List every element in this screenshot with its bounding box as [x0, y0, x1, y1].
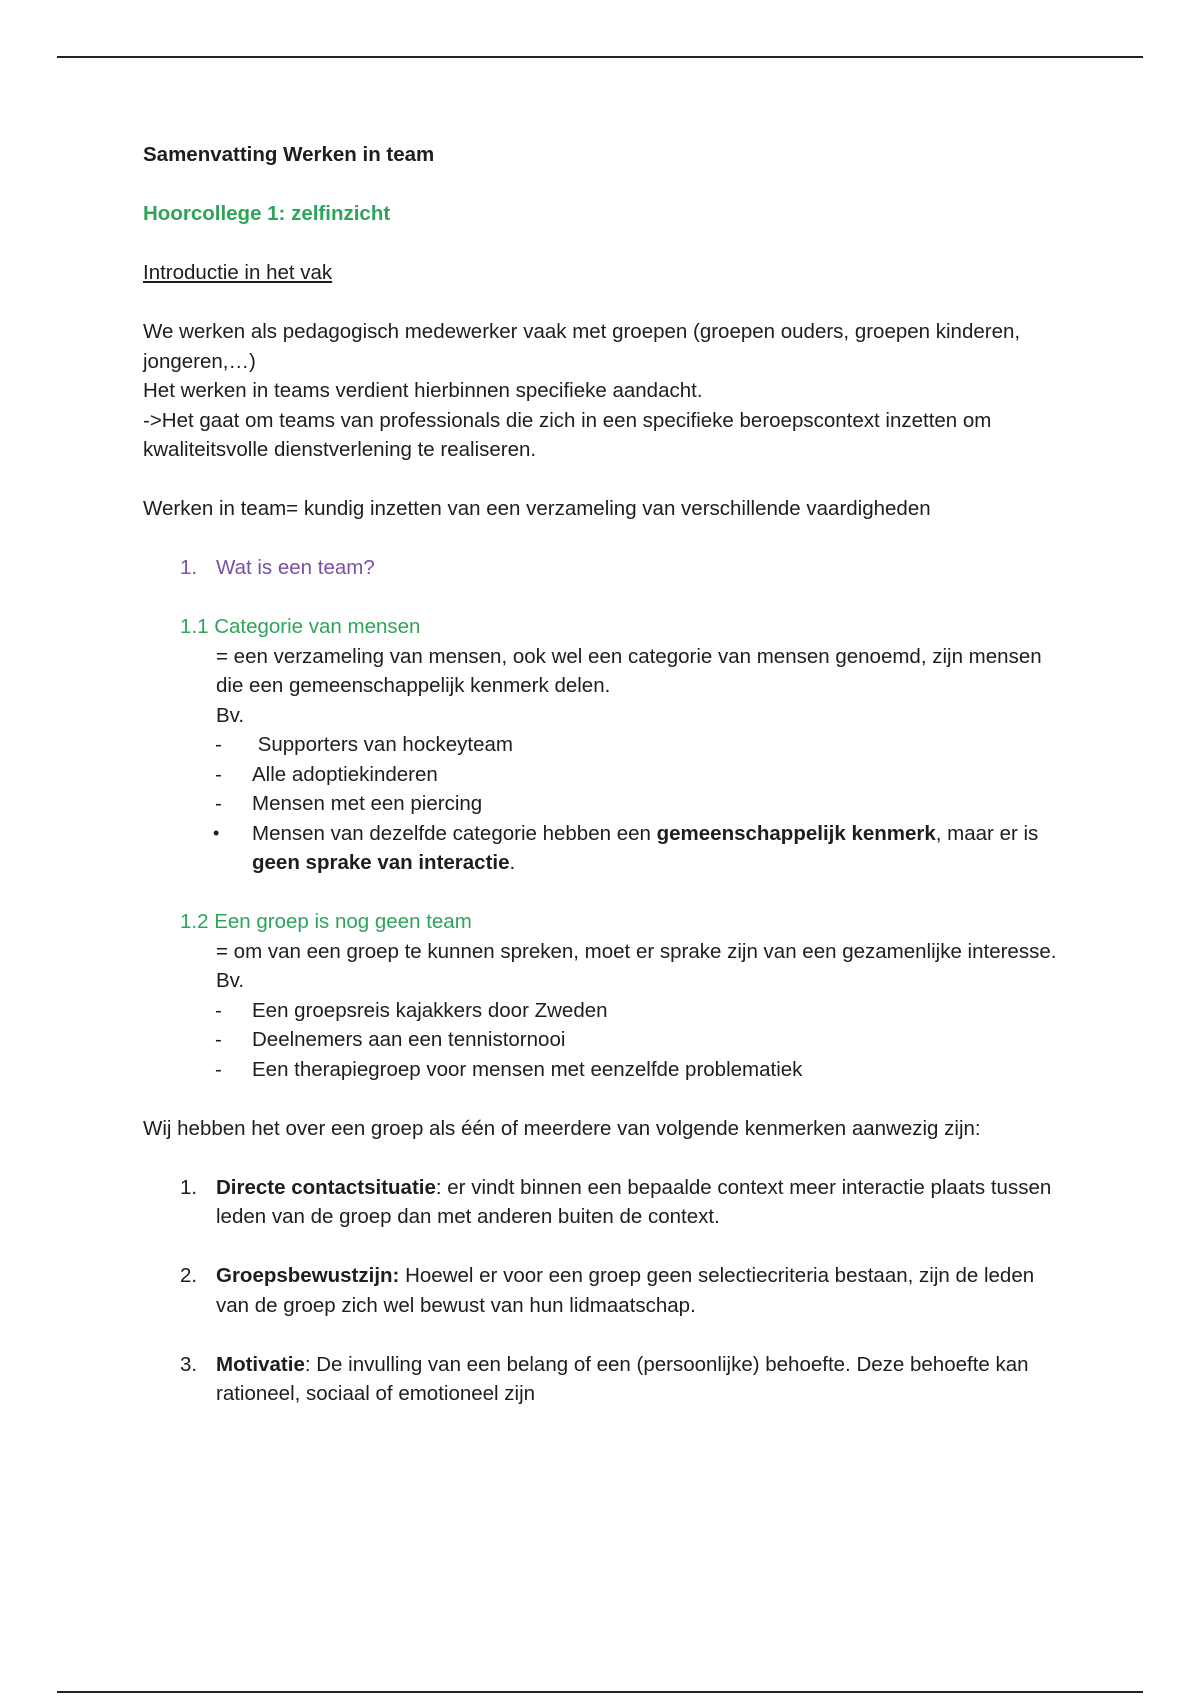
characteristic-item	[143, 1350, 1063, 1409]
list-item-text: Een therapiegroep voor mensen met eenzelfde problematiek	[252, 1057, 803, 1081]
characteristic-text: : er vindt binnen een bepaalde context meer interactie plaats tussen leden van de groep dan met anderen buiten de context.	[216, 1175, 1052, 1228]
intro-paragraph-2: Het werken in teams verdient hierbinnen specifieke aandacht.	[143, 379, 703, 402]
list-item-text: Een groepsreis kajakkers door Zweden	[252, 998, 608, 1022]
subsection-1-2-example-label: Bv.	[216, 969, 245, 992]
dash-marker: -	[215, 998, 222, 1022]
intro-heading: Introductie in het vak	[143, 261, 333, 284]
list-item	[143, 1055, 1063, 1085]
list-item-text: Deelnemers aan een tennistornooi	[252, 1028, 566, 1051]
characteristic-text: : De invulling van een belang of een (persoonlijke) behoefte. Deze behoefte kan rationeel, sociaal of emotioneel zijn	[216, 1352, 1029, 1405]
characteristic-term: Motivatie	[216, 1352, 305, 1376]
intro-paragraph-3: ->Het gaat om teams van professionals die zich in een specifieke beroepscontext inzetten om kwaliteitsvolle dienstverlening te realiseren.	[143, 408, 992, 461]
bullet-item	[143, 819, 1063, 878]
header-rule	[57, 56, 1143, 58]
group-characteristics-intro: Wij hebben het over een groep als één of meerdere van volgende kenmerken aanwezig zijn:	[143, 1116, 981, 1140]
characteristic-term: Groepsbewustzijn:	[216, 1264, 400, 1287]
bullet-text-e: .	[509, 851, 516, 874]
characteristic-item	[143, 1173, 1063, 1232]
bullet-text-bold-1: gemeenschappelijk kenmerk	[656, 821, 936, 845]
dash-marker: -	[215, 733, 222, 756]
characteristic-number: 1.	[180, 1175, 198, 1199]
dash-marker: -	[215, 792, 222, 815]
list-item	[143, 789, 1063, 819]
list-item-text: Alle adoptiekinderen	[252, 762, 438, 786]
dash-marker: -	[215, 1028, 222, 1051]
bullet-marker: •	[213, 822, 220, 843]
section-1-heading	[143, 553, 1063, 583]
subsection-1-1-example-label: Bv.	[216, 703, 245, 727]
bullet-text-bold-2: geen sprake van interactie	[252, 851, 510, 874]
list-item	[143, 760, 1063, 790]
dash-marker: -	[215, 1057, 222, 1081]
intro-paragraph-1: We werken als pedagogisch medewerker vaak met groepen (groepen ouders, groepen kinderen, jongeren,…)	[143, 320, 1021, 373]
list-item-text: Mensen met een piercing	[252, 792, 483, 815]
bullet-text-c: , maar er is	[935, 821, 1039, 845]
lecture-heading: Hoorcollege 1: zelfinzicht	[143, 202, 391, 225]
list-item	[143, 1025, 1063, 1055]
footer-rule	[57, 1691, 1143, 1693]
characteristic-term: Directe contactsituatie	[216, 1175, 436, 1199]
characteristic-text: Hoewel er voor een groep geen selectiecriteria bestaan, zijn de leden van de groep zich wel bewust van hun lidmaatschap.	[216, 1264, 1035, 1317]
list-item-text: Supporters van hockeyteam	[252, 733, 513, 756]
section-1-number: 1.	[180, 556, 198, 579]
list-item	[143, 996, 1063, 1026]
characteristic-number: 2.	[180, 1264, 198, 1287]
subsection-1-1-heading: 1.1 Categorie van mensen	[180, 615, 421, 638]
document-title: Samenvatting Werken in team	[143, 143, 435, 166]
subsection-1-1-text: = een verzameling van mensen, ook wel een categorie van mensen genoemd, zijn mensen die een gemeenschappelijk kenmerk delen.	[216, 644, 1042, 697]
subsection-1-2-text: = om van een groep te kunnen spreken, moet er sprake zijn van een gezamenlijke interesse.	[216, 939, 1057, 963]
list-item	[143, 730, 1063, 760]
document-body	[143, 140, 1063, 1409]
team-definition: Werken in team= kundig inzetten van een verzameling van verschillende vaardigheden	[143, 497, 931, 520]
bullet-text-a: Mensen van dezelfde categorie hebben een	[252, 821, 657, 845]
section-1-title: Wat is een team?	[216, 556, 375, 579]
dash-marker: -	[215, 762, 222, 786]
characteristic-item	[143, 1261, 1063, 1320]
subsection-1-2-heading: 1.2 Een groep is nog geen team	[180, 910, 472, 933]
characteristic-number: 3.	[180, 1352, 198, 1376]
